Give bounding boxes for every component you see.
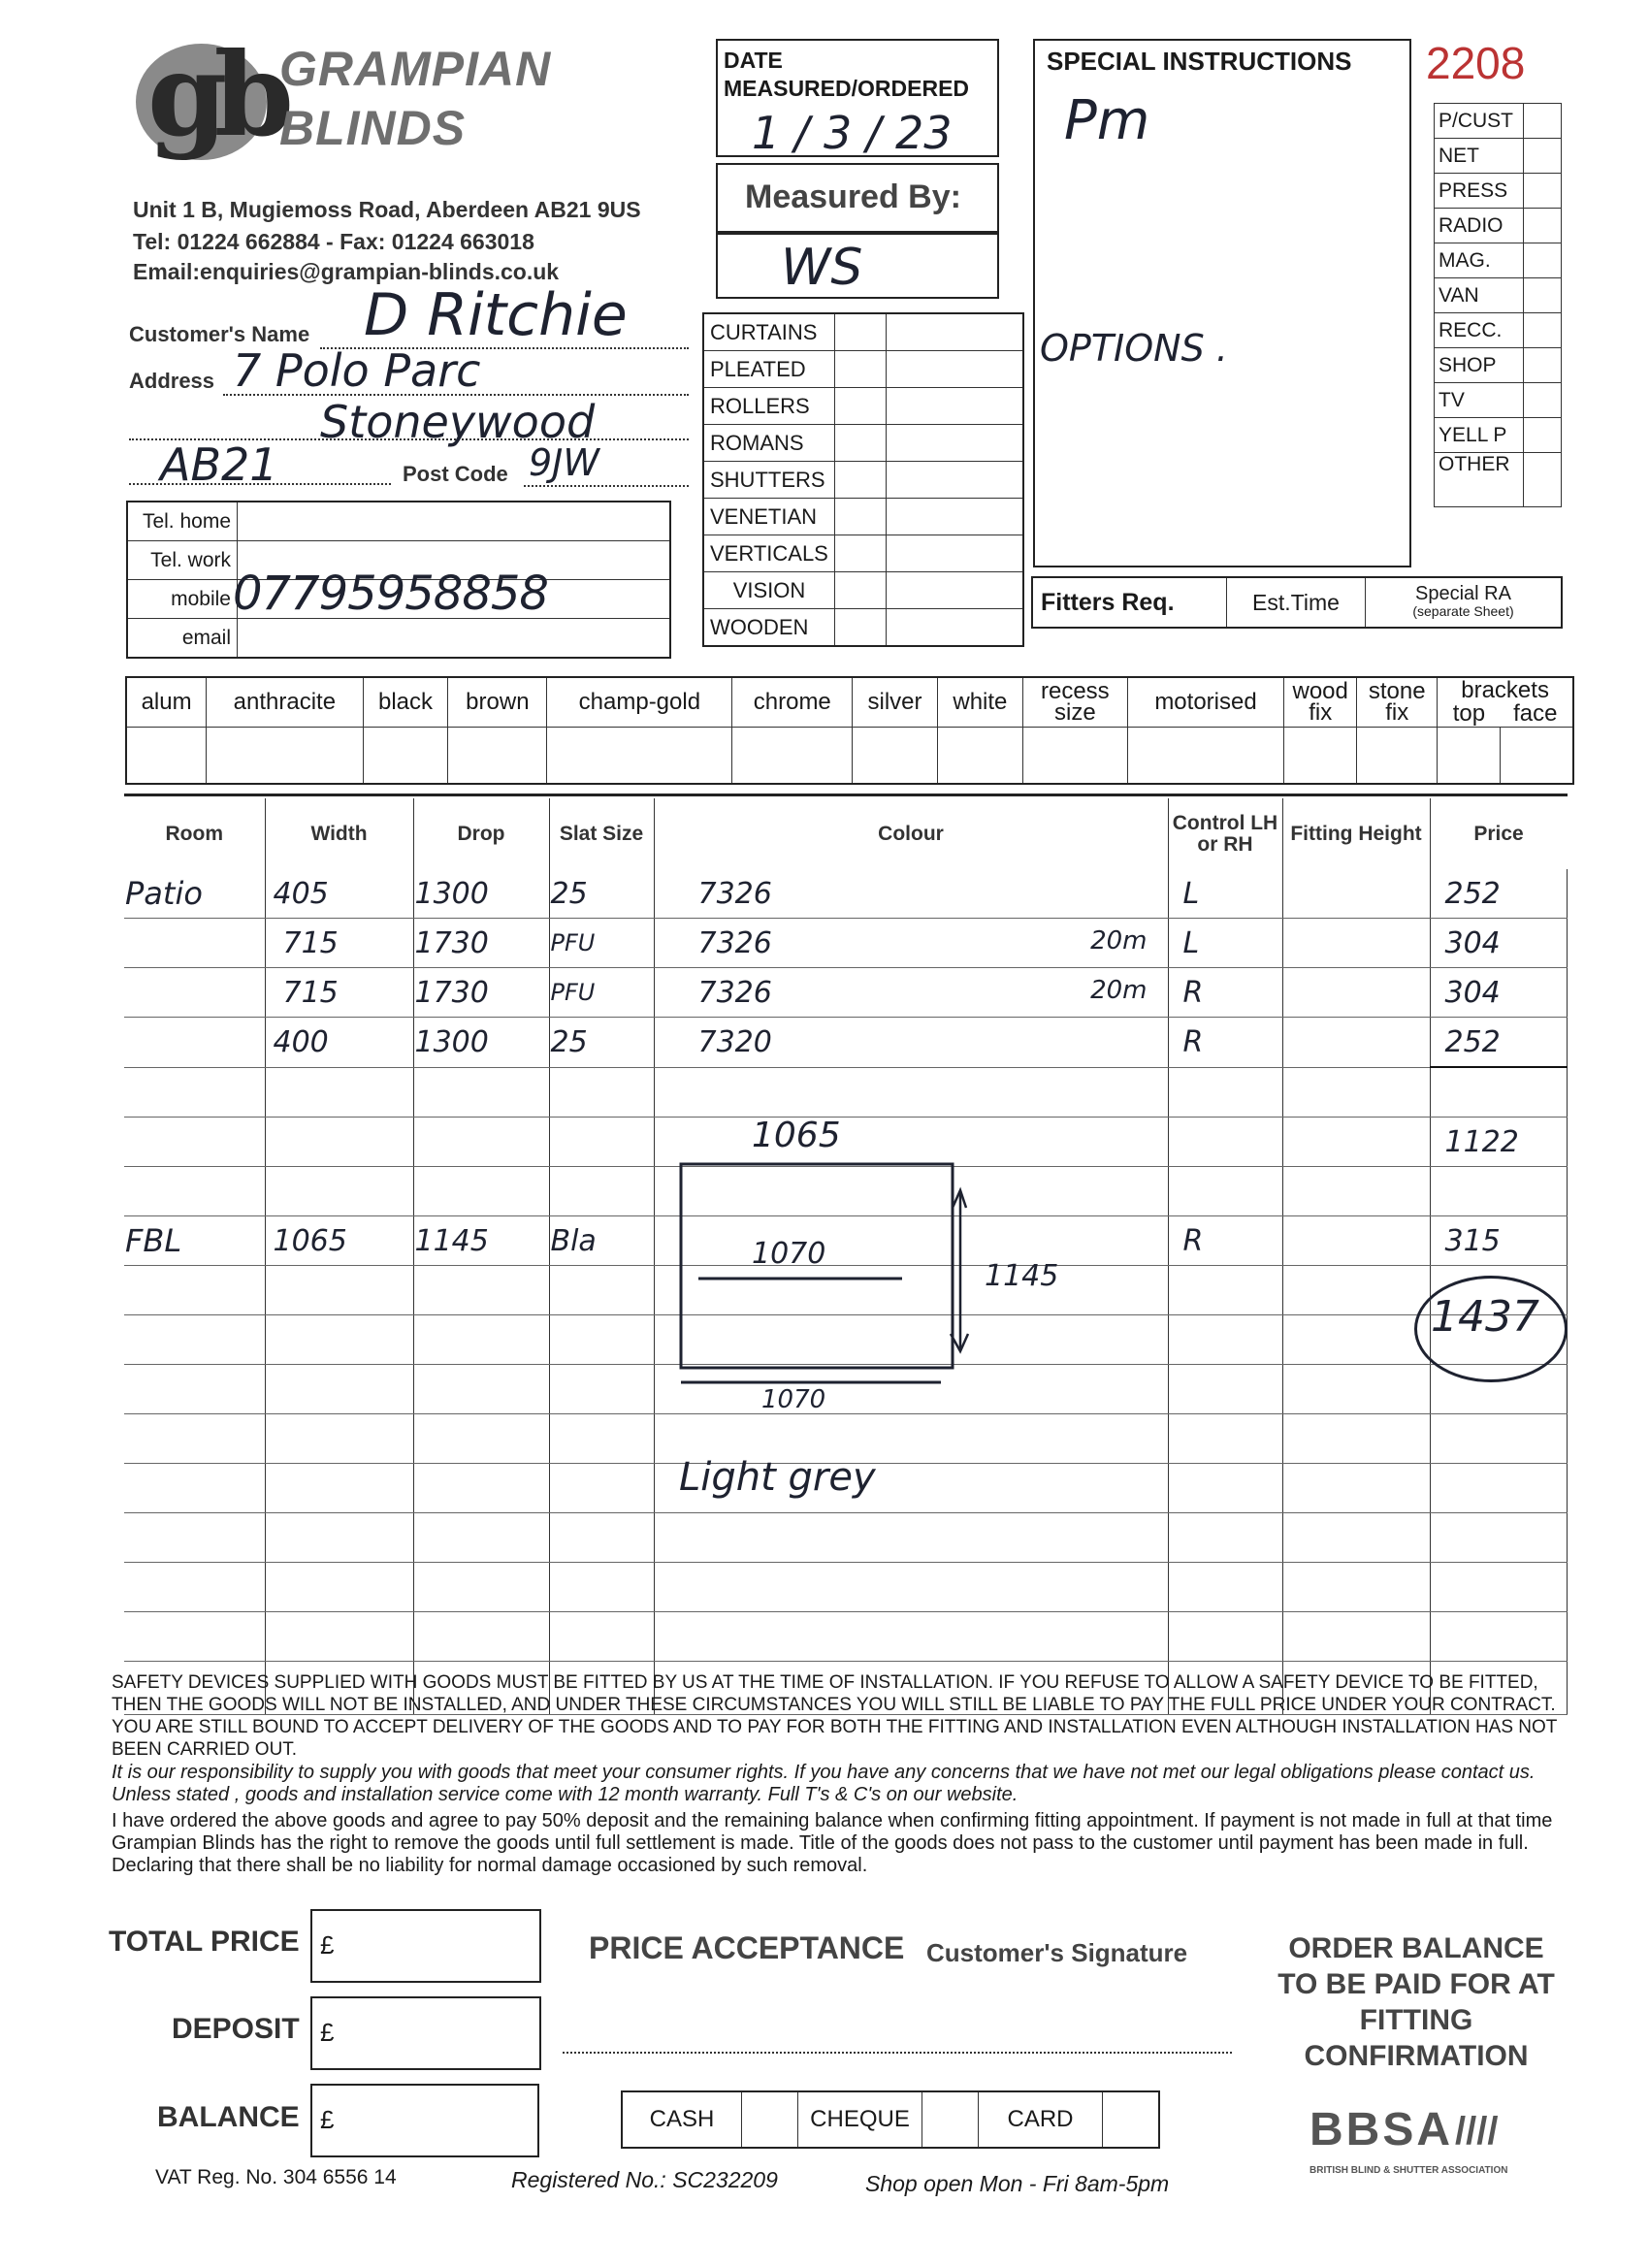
media-label: VAN: [1435, 278, 1524, 313]
cell-control[interactable]: [1168, 1118, 1282, 1167]
media-label: NET: [1435, 139, 1524, 174]
cell-price[interactable]: 1122: [1430, 1118, 1568, 1167]
media-label: RECC.: [1435, 313, 1524, 348]
bbsa-subtitle: BRITISH BLIND & SHUTTER ASSOCIATION: [1310, 2165, 1508, 2176]
logo-name-line1: GRAMPIAN: [279, 42, 552, 96]
cell-width[interactable]: [265, 1118, 413, 1167]
option-label: stone fix: [1357, 677, 1438, 728]
cell-drop[interactable]: [413, 1118, 549, 1167]
cell-room[interactable]: [124, 968, 265, 1018]
product-label: PLEATED: [703, 351, 835, 388]
col-room: Room: [165, 822, 223, 845]
total-price-label: TOTAL PRICE: [109, 1926, 300, 1958]
table-row[interactable]: [124, 1018, 1568, 1068]
product-row[interactable]: [703, 388, 1023, 425]
cell-width[interactable]: 1065: [265, 1216, 413, 1266]
customer-name-value[interactable]: D Ritchie: [364, 281, 628, 349]
cell-colour[interactable]: [654, 869, 1168, 919]
option-check[interactable]: [207, 728, 363, 784]
cell-room[interactable]: [124, 1167, 265, 1216]
table-row[interactable]: [124, 919, 1568, 968]
product-qty[interactable]: [887, 351, 1024, 388]
logo-name-line2: BLINDS: [279, 101, 467, 155]
media-source-list: [1434, 103, 1562, 507]
special-ra-note: (separate Sheet): [1412, 603, 1514, 619]
product-check[interactable]: [835, 351, 887, 388]
date-label: DATE MEASURED/ORDERED: [724, 48, 970, 101]
address-label: Address: [129, 369, 215, 393]
media-row[interactable]: [1435, 278, 1562, 313]
media-row[interactable]: [1435, 243, 1562, 278]
cell-fitting-height[interactable]: [1282, 1216, 1430, 1266]
card-checkbox[interactable]: [1103, 2091, 1160, 2148]
product-row[interactable]: [703, 425, 1023, 462]
cell-colour[interactable]: [654, 968, 1168, 1018]
table-row[interactable]: [124, 968, 1568, 1018]
customer-signature-label: Customer's Signature: [926, 1938, 1188, 1967]
colour-note: 20m: [1090, 925, 1148, 956]
cheque-checkbox[interactable]: [922, 2091, 979, 2148]
option-label: chrome: [732, 677, 853, 728]
media-label: RADIO: [1435, 209, 1524, 243]
media-label: TV: [1435, 383, 1524, 418]
product-label: VERTICALS: [703, 535, 835, 572]
postcode-line: [524, 485, 689, 487]
media-row[interactable]: [1435, 313, 1562, 348]
cell-room[interactable]: [124, 919, 265, 968]
special-instructions-box[interactable]: [1033, 39, 1411, 567]
colour-options-grid: [125, 676, 1574, 785]
cell-price[interactable]: 315: [1430, 1216, 1568, 1266]
media-check[interactable]: [1524, 209, 1562, 243]
table-row[interactable]: [124, 1067, 1568, 1118]
cell-drop[interactable]: 1300: [413, 1018, 549, 1068]
cell-room[interactable]: [124, 1018, 265, 1068]
cell-colour[interactable]: [654, 919, 1168, 968]
option-label: black: [363, 677, 448, 728]
sketch-top-measure: 1065: [752, 1116, 841, 1155]
option-check[interactable]: [1022, 728, 1127, 784]
option-label: recess size: [1022, 677, 1127, 728]
cell-drop[interactable]: [413, 1167, 549, 1216]
form-number: 2208: [1426, 38, 1526, 88]
media-label: YELL P: [1435, 418, 1524, 453]
media-row[interactable]: [1435, 453, 1562, 507]
cell-drop[interactable]: 1300: [413, 869, 549, 919]
colour-value: 7320: [697, 1024, 772, 1059]
est-time-label: Est.Time: [1227, 577, 1366, 628]
media-check[interactable]: [1524, 453, 1562, 507]
option-check[interactable]: [363, 728, 448, 784]
product-check[interactable]: [835, 388, 887, 425]
cell-width[interactable]: 715: [265, 968, 413, 1018]
contact-table: [126, 501, 671, 659]
special-instructions-line2: OPTIONS .: [1040, 327, 1228, 370]
colour-value: 7326: [697, 975, 772, 1010]
product-row[interactable]: [703, 609, 1023, 647]
table-row[interactable]: [124, 1612, 1568, 1662]
media-check[interactable]: [1524, 348, 1562, 383]
product-row[interactable]: [703, 572, 1023, 609]
brackets-top-label: top: [1452, 700, 1486, 727]
media-label: P/CUST: [1435, 104, 1524, 139]
cell-slat[interactable]: PFU: [549, 968, 654, 1018]
product-label: SHUTTERS: [703, 462, 835, 499]
registered-number: Registered No.: SC232209: [511, 2167, 778, 2192]
cell-control[interactable]: L: [1168, 869, 1282, 919]
media-row[interactable]: [1435, 139, 1562, 174]
option-check[interactable]: [1500, 728, 1573, 784]
deposit-field[interactable]: [310, 1996, 541, 2070]
media-row[interactable]: [1435, 174, 1562, 209]
vat-number: VAT Reg. No. 304 6556 14: [155, 2166, 397, 2188]
option-label: wood fix: [1284, 677, 1357, 728]
sketch-note: Light grey: [679, 1455, 876, 1500]
col-fitting-height: Fitting Height: [1282, 798, 1430, 869]
measured-by-label: Measured By:: [745, 178, 961, 215]
product-check[interactable]: [835, 313, 887, 351]
date-box: [716, 39, 999, 157]
product-qty[interactable]: [887, 313, 1024, 351]
cheque-label: CHEQUE: [798, 2091, 922, 2148]
cell-fitting-height[interactable]: [1282, 968, 1430, 1018]
cell-colour[interactable]: [654, 1018, 1168, 1068]
option-check[interactable]: [1127, 728, 1283, 784]
customer-name-label: Customer's Name: [129, 322, 310, 346]
media-label: MAG.: [1435, 243, 1524, 278]
option-label: anthracite: [207, 677, 363, 728]
terms-responsibility: It is our responsibility to supply you with goods that meet your consumer rights. If you have any concerns that we have not met our legal obligations please contact us. Unless stated , goods and installation service come with 12 month warranty. Full T's & C's on our website.: [112, 1762, 1536, 1805]
total-price-field[interactable]: [310, 1909, 541, 1983]
signature-line[interactable]: [563, 2052, 1232, 2054]
special-ra-label: Special RA: [1415, 583, 1511, 604]
media-row[interactable]: [1435, 348, 1562, 383]
media-row[interactable]: [1435, 383, 1562, 418]
cell-slat[interactable]: Bla: [549, 1216, 654, 1266]
sketch-bottom-measure: 1070: [761, 1385, 826, 1414]
total-currency: £: [320, 1930, 335, 1960]
product-label: WOODEN: [703, 609, 835, 647]
cell-control[interactable]: [1168, 1167, 1282, 1216]
cell-price[interactable]: 252: [1430, 1018, 1568, 1068]
logo-monogram: gb: [147, 27, 281, 162]
media-check[interactable]: [1524, 278, 1562, 313]
cell-room[interactable]: FBL: [124, 1216, 265, 1266]
col-control: Control LH or RH: [1168, 798, 1282, 869]
brackets-label: brackets: [1461, 677, 1549, 703]
media-check[interactable]: [1524, 418, 1562, 453]
date-value[interactable]: 1 / 3 / 23: [752, 107, 953, 159]
company-address: Unit 1 B, Mugiemoss Road, Aberdeen AB21 9US: [133, 197, 641, 222]
special-instructions-line1: Pm: [1064, 89, 1150, 152]
bbsa-logo: BBSA: [1310, 2104, 1454, 2155]
media-row[interactable]: [1435, 418, 1562, 453]
brackets-face-label: face: [1513, 700, 1558, 727]
table-row[interactable]: [124, 1563, 1568, 1612]
media-check[interactable]: [1524, 174, 1562, 209]
cell-fitting-height[interactable]: [1282, 1167, 1430, 1216]
cell-room[interactable]: [124, 1118, 265, 1167]
product-qty[interactable]: [887, 388, 1024, 425]
product-check[interactable]: [835, 425, 887, 462]
cell-colour[interactable]: [654, 1067, 1168, 1118]
cell-control[interactable]: [1168, 1067, 1282, 1118]
company-phone: Tel: 01224 662884 - Fax: 01224 663018: [133, 229, 534, 254]
cell-slat[interactable]: 25: [549, 869, 654, 919]
cell-room[interactable]: [124, 1067, 265, 1118]
product-check[interactable]: [835, 535, 887, 572]
colour-value: 7326: [697, 925, 772, 960]
col-width: Width: [265, 798, 413, 869]
col-price: Price: [1430, 798, 1568, 869]
special-instructions-label: SPECIAL INSTRUCTIONS: [1047, 47, 1352, 76]
address-line2-value[interactable]: Stoneywood: [320, 396, 596, 448]
col-drop: Drop: [413, 798, 549, 869]
option-check[interactable]: [126, 728, 207, 784]
option-check[interactable]: [853, 728, 938, 784]
measured-by-label-box: [716, 163, 999, 233]
order-balance-note: ORDER BALANCE TO BE PAID FOR AT FITTING CONFIRMATION: [1277, 1932, 1555, 2072]
option-label: white: [937, 677, 1022, 728]
balance-field[interactable]: [310, 2084, 539, 2157]
cell-room[interactable]: Patio: [124, 869, 265, 919]
option-check[interactable]: [937, 728, 1022, 784]
cell-price[interactable]: 252: [1430, 869, 1568, 919]
cell-price[interactable]: 304: [1430, 919, 1568, 968]
cell-width[interactable]: 715: [265, 919, 413, 968]
media-check[interactable]: [1524, 139, 1562, 174]
option-label: motorised: [1127, 677, 1283, 728]
measured-by-value: WS: [781, 239, 863, 297]
cell-fitting-height[interactable]: [1282, 1118, 1430, 1167]
postcode-value[interactable]: 9JW: [529, 441, 599, 484]
cell-width[interactable]: 405: [265, 869, 413, 919]
col-colour: Colour: [654, 798, 1168, 869]
tel-home-label: Tel. home: [127, 502, 238, 541]
cell-slat[interactable]: [549, 1118, 654, 1167]
price-acceptance-label: PRICE ACCEPTANCE: [589, 1930, 905, 1965]
col-slat: Slat Size: [549, 798, 654, 869]
deposit-currency: £: [320, 2018, 335, 2047]
media-row[interactable]: [1435, 104, 1562, 139]
fitters-table: [1031, 576, 1563, 629]
option-check[interactable]: [1438, 728, 1501, 784]
mobile-value: 07795958858: [233, 567, 548, 621]
option-check[interactable]: [448, 728, 547, 784]
shop-hours: Shop open Mon - Fri 8am-5pm: [865, 2171, 1170, 2196]
media-label: PRESS: [1435, 174, 1524, 209]
email-label: email: [127, 619, 238, 659]
product-qty[interactable]: [887, 535, 1024, 572]
cell-price[interactable]: [1430, 1067, 1568, 1118]
product-row[interactable]: [703, 313, 1023, 351]
option-check[interactable]: [732, 728, 853, 784]
product-row[interactable]: [703, 351, 1023, 388]
cell-width[interactable]: [265, 1067, 413, 1118]
option-check[interactable]: [1284, 728, 1357, 784]
option-label: alum: [126, 677, 207, 728]
product-row[interactable]: [703, 499, 1023, 535]
address-line3-value[interactable]: AB21: [160, 438, 278, 491]
fitters-req-label: Fitters Req.: [1032, 577, 1227, 628]
bbsa-slash-icon: ////: [1455, 2110, 1499, 2153]
media-check[interactable]: [1524, 383, 1562, 418]
table-row[interactable]: [124, 1513, 1568, 1563]
product-check[interactable]: [835, 462, 887, 499]
cell-fitting-height[interactable]: [1282, 919, 1430, 968]
terms-safety: SAFETY DEVICES SUPPLIED WITH GOODS MUST BE FITTED BY US AT THE TIME OF INSTALLATION. IF YOU REFUSE TO ALLOW A SAFETY DEVICE TO BE FITTED, THEN THE GOODS WILL NOT BE INSTALLED, AND UNDER THESE CIRCUMSTANCES YOU WILL STILL BE LIABLE TO PAY THE FULL PRICE UNDER YOUR CONTRACT. YOU ARE STILL BOUND TO ACCEPT DELIVERY OF THE GOODS AND TO PAY FOR BOTH THE FITTING AND INSTALLATION EVEN ALTHOUGH INSTALLATION HAS NOT BEEN CARRIED OUT.: [112, 1672, 1558, 1760]
colour-value: 7326: [697, 876, 772, 911]
option-label: champ-gold: [547, 677, 732, 728]
media-check[interactable]: [1524, 243, 1562, 278]
cell-control[interactable]: R: [1168, 968, 1282, 1018]
deposit-label: DEPOSIT: [172, 2013, 300, 2045]
table-row[interactable]: [124, 869, 1568, 919]
cell-fitting-height[interactable]: [1282, 1067, 1430, 1118]
option-check[interactable]: [1357, 728, 1438, 784]
cell-control[interactable]: R: [1168, 1216, 1282, 1266]
product-qty[interactable]: [887, 425, 1024, 462]
cell-control[interactable]: L: [1168, 919, 1282, 968]
product-label: CURTAINS: [703, 313, 835, 351]
option-label: silver: [853, 677, 938, 728]
product-check[interactable]: [835, 499, 887, 535]
cell-width[interactable]: [265, 1167, 413, 1216]
cell-drop[interactable]: 1730: [413, 968, 549, 1018]
colour-note: 20m: [1090, 975, 1148, 1005]
product-check[interactable]: [835, 572, 887, 609]
special-ra-cell[interactable]: [1366, 577, 1563, 628]
cell-slat[interactable]: PFU: [549, 919, 654, 968]
measured-by-box[interactable]: [716, 233, 999, 299]
sketch-middle-measure: 1070: [752, 1237, 826, 1271]
product-label: VENETIAN: [703, 499, 835, 535]
cash-label: CASH: [622, 2091, 742, 2148]
company-email: Email:enquiries@grampian-blinds.co.uk: [133, 259, 560, 284]
media-label: SHOP: [1435, 348, 1524, 383]
cell-slat[interactable]: 25: [549, 1018, 654, 1068]
media-row[interactable]: [1435, 209, 1562, 243]
product-check[interactable]: [835, 609, 887, 647]
cell-control[interactable]: R: [1168, 1018, 1282, 1068]
payment-method-table: [621, 2090, 1160, 2149]
product-row[interactable]: [703, 535, 1023, 572]
product-list: [702, 312, 1024, 647]
cell-drop[interactable]: 1730: [413, 919, 549, 968]
cell-price[interactable]: 304: [1430, 968, 1568, 1018]
cell-drop[interactable]: 1145: [413, 1216, 549, 1266]
media-check[interactable]: [1524, 104, 1562, 139]
mobile-label: mobile: [127, 580, 238, 619]
product-label: ROMANS: [703, 425, 835, 462]
email-field[interactable]: [238, 619, 671, 659]
product-label: ROLLERS: [703, 388, 835, 425]
tel-work-label: Tel. work: [127, 541, 238, 580]
product-row[interactable]: [703, 462, 1023, 499]
tel-home-field[interactable]: [238, 502, 671, 541]
product-qty[interactable]: [887, 499, 1024, 535]
cell-slat[interactable]: [549, 1067, 654, 1118]
cell-slat[interactable]: [549, 1167, 654, 1216]
order-table-top-rule: [124, 794, 1568, 796]
cell-width[interactable]: 400: [265, 1018, 413, 1068]
sketch-side-measure: 1145: [985, 1259, 1059, 1293]
cell-drop[interactable]: [413, 1067, 549, 1118]
cell-fitting-height[interactable]: [1282, 1018, 1430, 1068]
option-label: brown: [448, 677, 547, 728]
terms-order: I have ordered the above goods and agree to pay 50% deposit and the remaining balance when confirming fitting appointment. If payment is not made in full at that time Grampian Blinds has the right to remove the goods until full settlement is made. Title of the goods does not pass to the customer until payment has been made in full. Declaring that there shall be no liability for normal damage occasioned by such removal.: [112, 1810, 1553, 1876]
cell-fitting-height[interactable]: [1282, 869, 1430, 919]
brackets-header: [1438, 677, 1573, 728]
address-line1-value[interactable]: 7 Polo Parc: [233, 344, 481, 397]
cell-price[interactable]: [1430, 1167, 1568, 1216]
card-label: CARD: [979, 2091, 1103, 2148]
product-label: VISION: [703, 572, 835, 609]
option-check[interactable]: [547, 728, 732, 784]
balance-currency: £: [320, 2105, 335, 2134]
grand-total[interactable]: 1437: [1431, 1292, 1539, 1342]
product-qty[interactable]: [887, 462, 1024, 499]
postcode-label: Post Code: [403, 462, 508, 486]
product-qty[interactable]: [887, 572, 1024, 609]
mobile-field[interactable]: [233, 567, 671, 621]
product-qty[interactable]: [887, 609, 1024, 647]
media-label: OTHER: [1435, 453, 1524, 507]
balance-label: BALANCE: [157, 2101, 300, 2133]
cash-checkbox[interactable]: [742, 2091, 798, 2148]
media-check[interactable]: [1524, 313, 1562, 348]
